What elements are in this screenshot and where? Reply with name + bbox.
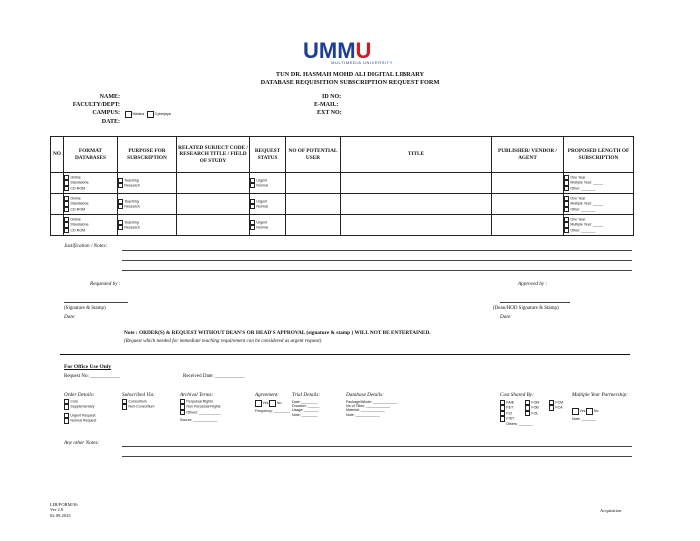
campus-options: Melaka Cyberjaya: [125, 111, 171, 118]
length-other-checkbox[interactable]: [564, 228, 569, 233]
justification-line[interactable]: [122, 260, 632, 261]
archival-options: Perpetual Rights Non Perpetual Rights Others: ___________ Source: ____________: [180, 399, 222, 423]
approved-by-label: Approved by :: [518, 281, 548, 287]
header-related: RELATED SUBJECT CODE / RESEARCH TITLE / FIELD OF STUDY: [177, 137, 250, 173]
trial-date-field[interactable]: Date: ________: [292, 400, 318, 404]
subscribed-via-label: Subscribed Via:: [122, 392, 155, 398]
form-date: 02.09.2025: [50, 512, 71, 518]
status-normal-checkbox[interactable]: [250, 183, 255, 188]
request-table: [50, 136, 634, 236]
order-details-label: Order Details:: [64, 392, 95, 398]
database-details-fields: [346, 400, 397, 417]
cell-publisher[interactable]: [492, 215, 564, 236]
purpose-options: Teaching Research: [118, 173, 177, 194]
length-other-checkbox[interactable]: [564, 207, 569, 212]
status-normal-checkbox[interactable]: [250, 204, 255, 209]
cell-publisher[interactable]: [492, 173, 564, 194]
cost-fol-checkbox[interactable]: [525, 411, 530, 416]
format-options: Online Standalone CD-ROM: [64, 173, 118, 194]
order-supplementary-checkbox[interactable]: [64, 404, 69, 409]
purpose-research-checkbox[interactable]: [118, 225, 123, 230]
agreement-no-checkbox[interactable]: [269, 400, 276, 407]
cell-related[interactable]: [177, 215, 250, 236]
cell-related[interactable]: [177, 173, 250, 194]
form-code: LIB/FORM/36: [50, 502, 78, 507]
length-options: One Year Multiple Year: _____ Other: _______: [564, 215, 634, 236]
cost-others-field[interactable]: Others: _______: [506, 422, 533, 426]
justification-line[interactable]: [122, 270, 632, 271]
multiple-year-label: Multiple Year Partnership:: [572, 392, 629, 398]
multiple-no-checkbox[interactable]: [586, 408, 593, 415]
purpose-options: Teaching Research: [118, 194, 177, 215]
campus-cyberjaya-checkbox[interactable]: [147, 111, 154, 118]
purpose-research-checkbox[interactable]: [118, 204, 123, 209]
header-purpose: PURPOSE FOR SUBSCRIPTION: [118, 137, 177, 173]
agreement-yes-checkbox[interactable]: [255, 400, 262, 407]
database-details-label: Database Details:: [346, 392, 384, 398]
cost-fca-checkbox[interactable]: [549, 405, 554, 410]
material-field[interactable]: Material: ____________: [346, 408, 385, 413]
other-notes-label: Any other Notes:: [64, 440, 100, 446]
archival-others-checkbox[interactable]: [180, 410, 185, 415]
cell-no[interactable]: [51, 194, 64, 215]
email-label: E-MAIL:: [314, 102, 339, 108]
format-cdrom-checkbox[interactable]: [64, 207, 69, 212]
justification-label: Justification / Notes:: [64, 243, 108, 249]
purpose-research-checkbox[interactable]: [118, 183, 123, 188]
mmu-logo: UMMU MULTIMEDIA UNIVERSITY: [303, 38, 393, 65]
form-code-block: [50, 502, 78, 518]
status-options: Urgent Normal: [250, 194, 286, 215]
approver-date-label: Date:: [500, 314, 512, 320]
approver-signature-caption: (Dean/HOD Signature & Stamp): [493, 306, 559, 311]
requester-signature-line[interactable]: [64, 302, 128, 303]
archival-source-field[interactable]: Source: ____________: [180, 418, 218, 423]
trial-note-field[interactable]: Note: ________: [292, 412, 318, 417]
cell-potential[interactable]: [286, 173, 341, 194]
purpose-options: Teaching Research: [118, 215, 177, 236]
section-divider: [60, 354, 630, 355]
table-row: [51, 215, 634, 236]
length-options: One Year Multiple Year: _____ Other: _______: [564, 194, 634, 215]
approver-signature-line[interactable]: [500, 302, 570, 303]
ext-label: EXT NO:: [317, 110, 342, 116]
cell-potential[interactable]: [286, 194, 341, 215]
requester-signature-caption: (Signature & Stamp): [64, 306, 106, 311]
header-status: REQUEST STATUS: [250, 137, 286, 173]
id-label: ID NO:: [322, 94, 342, 100]
via-non-consortium-checkbox[interactable]: [122, 404, 127, 409]
header-format: FORMAT DATABASES: [64, 137, 118, 173]
agreement-options: Yes No Frequency: ________: [255, 401, 290, 413]
trial-details-fields: [292, 400, 320, 417]
multiple-note-field[interactable]: Note: _______: [572, 416, 596, 421]
titles-field[interactable]: No of Titles: ____________: [346, 404, 390, 409]
header-publisher: PUBLISHER/ VENDOR / AGENT: [492, 137, 564, 173]
table-row: [51, 194, 634, 215]
format-cdrom-checkbox[interactable]: [64, 186, 69, 191]
logo-subtitle: MULTIMEDIA UNIVERSITY: [331, 60, 393, 65]
length-options: One Year Multiple Year: _____ Other: _______: [564, 173, 634, 194]
received-date-field[interactable]: Received Date: ____________: [183, 374, 245, 379]
table-row: [51, 173, 634, 194]
faculty-label: FACULTY/DEPT:: [72, 102, 120, 108]
other-notes-line[interactable]: [122, 446, 632, 447]
cell-title[interactable]: [341, 215, 492, 236]
db-note-field[interactable]: Note: ____________: [346, 412, 380, 417]
urgent-note: (Request which needed for immediate teaching requirement can be considered as urgent request): [124, 338, 322, 344]
cost-shared-col3: FCM FCA: [549, 400, 563, 411]
status-options: Urgent Normal: [250, 173, 286, 194]
header-no: NO: [51, 137, 64, 173]
cell-publisher[interactable]: [492, 194, 564, 215]
office-use-heading: For Office Use Only: [64, 364, 112, 370]
header-title: TITLE: [341, 137, 492, 173]
requester-date-label: Date:: [64, 314, 76, 320]
format-cdrom-checkbox[interactable]: [64, 228, 69, 233]
status-options: Urgent Normal: [250, 215, 286, 236]
cost-shared-col2: FOM FOB FOL: [525, 400, 539, 416]
cell-potential[interactable]: [286, 215, 341, 236]
agreement-label: Agreement:: [255, 392, 280, 398]
subscribed-via-options: Consortium Non-Consortium: [122, 399, 155, 410]
name-label: NAME:: [99, 94, 120, 100]
order-normal-checkbox[interactable]: [64, 418, 69, 423]
multiple-yes-checkbox[interactable]: [572, 408, 579, 415]
cell-related[interactable]: [177, 194, 250, 215]
multiple-year-options: Yes No Note: _______: [572, 409, 599, 421]
package-field[interactable]: Package/Whole: ____________: [346, 400, 398, 404]
table-header-row: [51, 137, 634, 173]
cell-no[interactable]: [51, 173, 64, 194]
campus-melaka-checkbox[interactable]: [125, 111, 132, 118]
format-options: Online Standalone CD-ROM: [64, 215, 118, 236]
cell-title[interactable]: [341, 194, 492, 215]
form-version: Ver 2.0: [50, 507, 64, 513]
status-normal-checkbox[interactable]: [250, 225, 255, 230]
trial-usage-field[interactable]: Usage: _______: [292, 408, 319, 413]
cost-fist-checkbox[interactable]: [500, 416, 505, 421]
campus-label: CAMPUS:: [92, 110, 120, 116]
cost-shared-label: Cost Shared By:: [500, 392, 534, 398]
archival-terms-label: Archival Terms:: [180, 392, 214, 398]
library-title: TUN DR. HASMAH MOHD ALI DIGITAL LIBRARY: [275, 71, 425, 78]
order-details-options: Core Supplementary Urgent Request Normal Request: [64, 399, 96, 424]
trial-duration-field[interactable]: Duration: ______: [292, 404, 320, 409]
cell-title[interactable]: [341, 173, 492, 194]
other-notes-line[interactable]: [122, 456, 632, 457]
length-other-checkbox[interactable]: [564, 186, 569, 191]
trial-details-label: Trial Details:: [292, 392, 321, 398]
cost-shared-col1: FAIE FET FCI FIST: [500, 400, 514, 422]
form-title: DATABASE REQUISITION SUBSCRIPTION REQUEST FORM: [260, 79, 440, 86]
department-label: Acquisition: [600, 508, 622, 513]
justification-line[interactable]: [122, 250, 632, 251]
format-options: Online Standalone CD-ROM: [64, 194, 118, 215]
requested-by-label: Requested by :: [90, 281, 121, 287]
header-length: PROPOSED LENGTH OF SUBSCRIPTION: [564, 137, 634, 173]
cell-no[interactable]: [51, 215, 64, 236]
request-no-field[interactable]: Request No: ____________: [64, 374, 121, 379]
approval-note: Note : ORDER(S) & REQUEST WITHOUT DEAN'S OR HEAD'S APPROVAL (signature & stamp ) WILL NOT BE ENTERTAINED.: [124, 330, 431, 336]
date-label: DATE:: [101, 119, 120, 125]
agreement-frequency-field[interactable]: Frequency: ________: [255, 408, 290, 413]
header-potential: NO OF POTENTIAL USER: [286, 137, 341, 173]
